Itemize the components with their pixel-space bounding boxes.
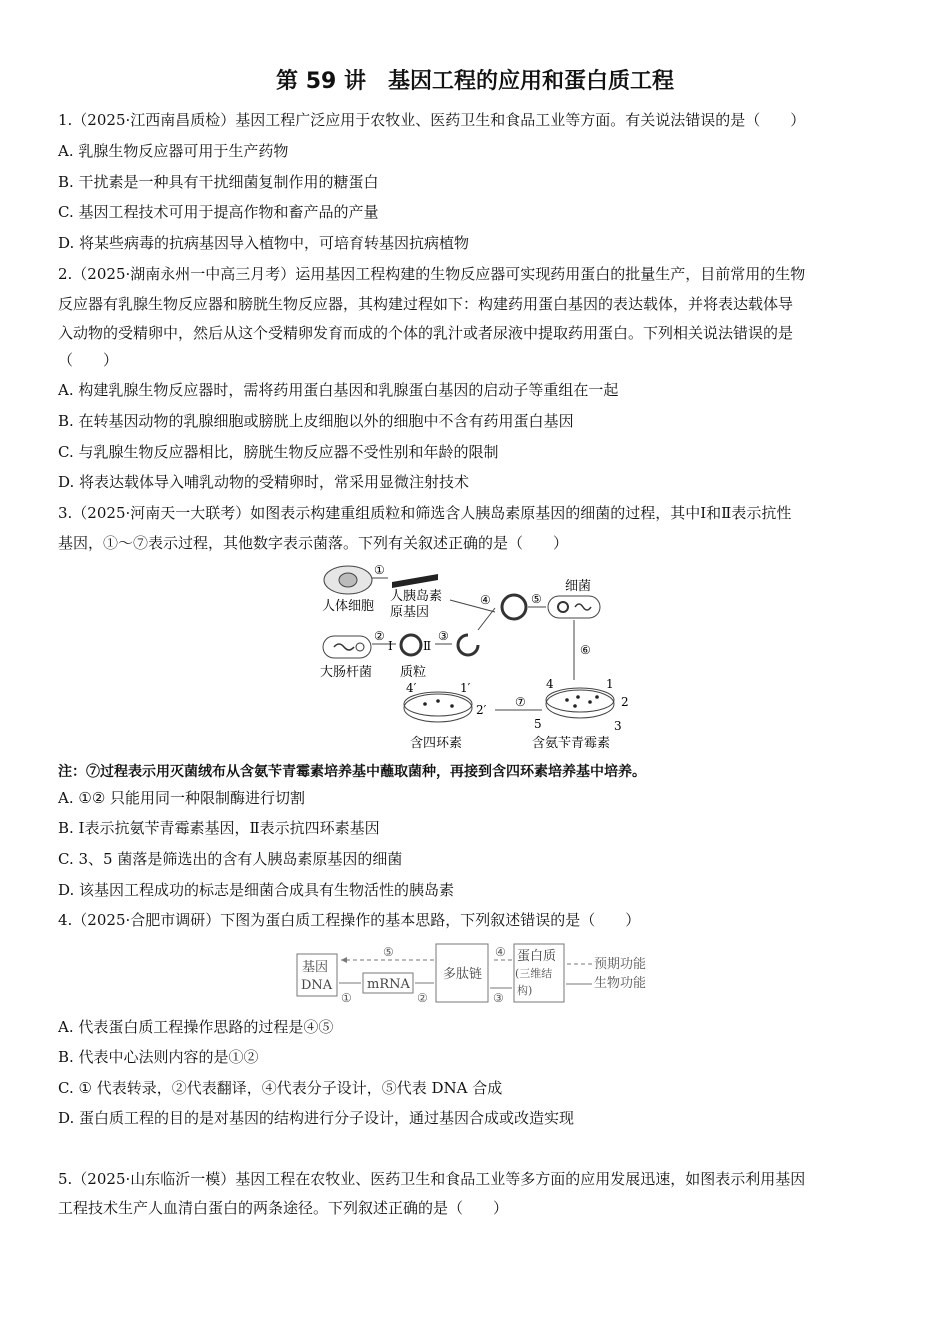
label-colony-2p: 2′ (476, 703, 487, 717)
amp-colony-dot (588, 700, 592, 704)
label-protein-structure2: 构) (517, 984, 533, 997)
label-gene: 基因 (302, 960, 329, 975)
q1-option-d: D. 将某些病毒的抗病基因导入植物中，可培育转基因抗病植物 (58, 234, 470, 252)
q3-note: 注：⑦过程表示用灭菌绒布从含氨苄青霉素培养基中蘸取菌种，再接到含四环素培养基中培养。 (58, 764, 646, 780)
q4-option-a: A. 代表蛋白质工程操作思路的过程是④⑤ (58, 1018, 334, 1036)
label-gene-line1: 人胰岛素 (390, 589, 443, 604)
q2-option-d: D. 将表达载体导入哺乳动物的受精卵时，常采用显微注射技术 (58, 473, 470, 491)
q4-option-c: C. ① 代表转录，②代表翻译，④代表分子设计，⑤代表 DNA 合成 (58, 1079, 503, 1097)
page-title: 第 59 讲 基因工程的应用和蛋白质工程 (276, 69, 674, 94)
label-protein: 蛋白质 (517, 949, 557, 964)
label-colony-2: 2 (621, 695, 629, 709)
label-step2: ② (417, 991, 428, 1005)
recombinant-plasmid-figure (310, 560, 650, 755)
recombinant-plasmid (502, 595, 526, 619)
q3-option-a: A. ①② 只能用同一种限制酶进行切割 (58, 789, 306, 807)
q5-stem-line1: 5.（2025·山东临沂一模）基因工程在农牧业、医药卫生和食品工业等多方面的应用发展迅速，如图表示利用基因 (58, 1170, 806, 1188)
label-human-cell: 人体细胞 (322, 599, 375, 614)
q2-stem-line3: 入动物的受精卵中，然后从这个受精卵发育而成的个体的乳汁或者尿液中提取药用蛋白。下列相关说法错误的是 (58, 324, 794, 342)
label-plasmid: 质粒 (400, 665, 427, 680)
tet-plate (404, 694, 472, 722)
cut-plasmid (458, 635, 478, 655)
q4-stem: 4.（2025·合肥市调研）下图为蛋白质工程操作的基本思路，下列叙述错误的是（ ） (58, 911, 641, 929)
label-step7: ⑦ (515, 695, 526, 709)
label-colony-4: 4 (546, 677, 554, 691)
human-cell-nucleus (339, 573, 357, 587)
arrow-cut-to-recomb (478, 608, 495, 630)
q2-option-b: B. 在转基因动物的乳腺细胞或膀胱上皮细胞以外的细胞中不含有药用蛋白基因 (58, 412, 574, 430)
q3-option-c: C. 3、5 菌落是筛选出的含有人胰岛素原基因的细菌 (58, 850, 403, 868)
amp-colony-dot (565, 698, 569, 702)
tet-colony-dot (436, 699, 440, 703)
label-step1: ① (374, 563, 385, 577)
amp-plate (546, 690, 614, 718)
q4-option-d: D. 蛋白质工程的目的是对基因的结构进行分子设计，通过基因合成或改造实现 (58, 1109, 575, 1127)
label-step5: ⑤ (383, 945, 394, 959)
label-step1: ① (341, 991, 352, 1005)
label-colony-5: 5 (534, 717, 542, 731)
q1-stem: 1.（2025·江西南昌质检）基因工程广泛应用于农牧业、医药卫生和食品工业等方面。有关说法错误的是（ ） (58, 111, 806, 129)
label-step4: ④ (495, 945, 506, 959)
label-colony-4p: 4′ (406, 681, 417, 695)
label-biological-function: 生物功能 (594, 976, 647, 991)
q1-option-c: C. 基因工程技术可用于提高作物和畜产品的产量 (58, 203, 379, 221)
q2-stem-line2: 反应器有乳腺生物反应器和膀胱生物反应器，其构建过程如下：构建药用蛋白基因的表达载体，并将表达载体导 (58, 295, 794, 313)
label-amp-medium: 含氨苄青霉素 (532, 736, 611, 751)
label-ecoli: 大肠杆菌 (320, 665, 373, 680)
label-colony-1p: 1′ (460, 681, 471, 695)
tet-colony-dot (423, 702, 427, 706)
gene-fragment (392, 574, 438, 588)
tet-colony-dot (450, 704, 454, 708)
label-step3: ③ (438, 629, 449, 643)
label-colony-1: 1 (606, 677, 614, 691)
plasmid-ring (401, 635, 421, 655)
label-expected-function: 预期功能 (594, 957, 647, 972)
label-mrna: mRNA (367, 977, 410, 992)
q3-option-d: D. 该基因工程成功的标志是细菌合成具有生物活性的胰岛素 (58, 881, 455, 899)
label-bacteria: 细菌 (565, 579, 592, 594)
q1-option-a: A. 乳腺生物反应器可用于生产药物 (58, 142, 289, 160)
amp-colony-dot (576, 695, 580, 699)
label-tet-medium: 含四环素 (410, 736, 463, 751)
bacteria-shape (548, 596, 600, 618)
q2-stem-line1: 2.（2025·湖南永州一中高三月考）运用基因工程构建的生物反应器可实现药用蛋白的批量生产，目前常用的生物 (58, 265, 806, 283)
protein-engineering-figure (293, 940, 663, 1006)
q2-option-a: A. 构建乳腺生物反应器时，需将药用蛋白基因和乳腺蛋白基因的启动子等重组在一起 (58, 381, 619, 399)
label-dna: DNA (301, 978, 333, 993)
q3-option-b: B. Ⅰ表示抗氨苄青霉素基因，Ⅱ表示抗四环素基因 (58, 819, 380, 837)
label-resist-2: Ⅱ (423, 639, 432, 653)
arrowhead-step5 (341, 957, 347, 963)
q3-stem-line1: 3.（2025·河南天一大联考）如图表示构建重组质粒和筛选含人胰岛素原基因的细菌的过程，其中Ⅰ和Ⅱ表示抗性 (58, 504, 792, 522)
label-step6: ⑥ (580, 643, 591, 657)
q2-stem-line4: （ ） (58, 351, 119, 369)
q1-option-b: B. 干扰素是一种具有干扰细菌复制作用的糖蛋白 (58, 173, 379, 191)
label-polypeptide: 多肽链 (443, 967, 483, 982)
amp-colony-dot (573, 704, 577, 708)
amp-colony-dot (595, 695, 599, 699)
label-step3: ③ (493, 991, 504, 1005)
q3-stem-line2: 基因，①～⑦表示过程，其他数字表示菌落。下列有关叙述正确的是（ ） (58, 534, 569, 552)
label-resist-1: Ⅰ (388, 639, 393, 653)
label-step5: ⑤ (531, 592, 542, 606)
label-protein-structure1: (三维结 (515, 967, 553, 980)
label-step4: ④ (480, 593, 491, 607)
q5-stem-line2: 工程技术生产人血清白蛋白的两条途径。下列叙述正确的是（ ） (58, 1199, 509, 1217)
q4-option-b: B. 代表中心法则内容的是①② (58, 1048, 259, 1066)
label-gene-line2: 原基因 (390, 605, 430, 620)
label-colony-3: 3 (614, 719, 622, 733)
q2-option-c: C. 与乳腺生物反应器相比，膀胱生物反应器不受性别和年龄的限制 (58, 443, 499, 461)
label-step2: ② (374, 629, 385, 643)
